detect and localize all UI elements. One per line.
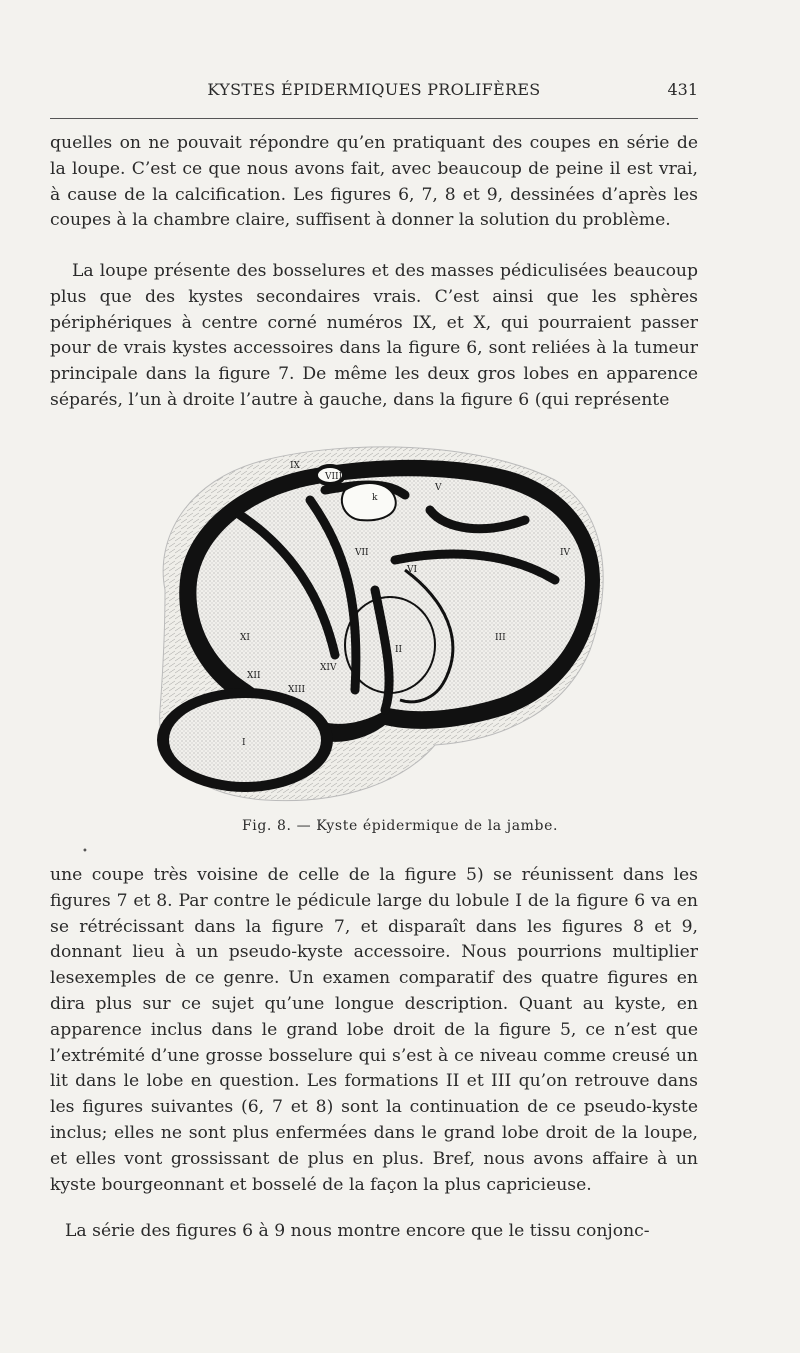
ink-speck: • — [82, 846, 88, 857]
cyst-drawing — [145, 440, 615, 808]
label-VI: VI — [407, 565, 418, 575]
label-k: k — [372, 493, 378, 503]
label-XII: XII — [247, 671, 261, 681]
running-title: KYSTES ÉPIDERMIQUES PROLIFÈRES — [207, 80, 541, 99]
label-VIII: VIII — [325, 472, 343, 482]
figure-illustration — [145, 440, 615, 808]
paragraph-4: La série des figures 6 à 9 nous montre encore que le tissu conjonc- — [65, 1221, 650, 1241]
page-number: 431 — [667, 80, 698, 99]
label-I: I — [242, 738, 246, 748]
label-VII: VII — [355, 548, 369, 558]
label-XI: XI — [240, 633, 250, 643]
label-II: II — [395, 645, 403, 655]
paragraph-2: La loupe présente des bosselures et des masses pédiculisées beaucoup plus que des kystes secondaires vrais. C’est ainsi que les sphères périphériques à centre corné numéros IX, et X, qui pourraient passer pour de vrais kystes accessoires dans la figure 6, sont reliées à la tumeur principale dans la figure 7. De même les deux gros lobes en apparence séparés, l’un à droite l’autre à gauche, dans la figure 6 (qui représente — [50, 261, 698, 410]
label-IX: IX — [290, 461, 300, 471]
paragraph-1: quelles on ne pouvait répondre qu’en pratiquant des coupes en série de la loupe. C’est ce que nous avons fait, avec beaucoup de peine il est vrai, à cause de la calcification. Les figures 6, 7, 8 et 9, dessinées d’après les coupes à la chambre claire, suffisent à donner la solution du problème. — [50, 133, 698, 231]
header-rule — [50, 118, 698, 119]
figure-caption: Fig. 8. — Kyste épidermique de la jambe. — [241, 818, 559, 834]
label-III: III — [495, 633, 506, 643]
paragraph-3: une coupe très voisine de celle de la figure 5) se réunissent dans les figures 7 et 8. Par contre le pédicule large du lobule I de la figure 6 va en se rétrécissant dans la figure 7, et disparaît dans les figures 8 et 9, donnant lieu à un pseudo-kyste accessoire. Nous pourrions multiplier lesexemples de ce genre. Un examen comparatif des quatre figures en dira plus sur ce sujet qu’une longue description. Quant au kyste, en apparence inclus dans le grand lobe droit de la figure 5, ce n’est que l’extrémité d’une grosse bosselure qui s’est à ce niveau comme creusé un lit dans le lobe en question. Les formations II et III qu’on retrouve dans les figures suivantes (6, 7 et 8) sont la continuation de ce pseudo-kyste inclus; elles ne sont plus enfermées dans le grand lobe droit de la loupe, et elles vont grossissant de plus en plus. Bref, nous avons affaire à un kyste bourgeonnant et bosselé de la façon la plus capricieuse. — [50, 865, 698, 1195]
lobe-k — [342, 483, 396, 520]
running-head — [50, 78, 698, 104]
label-V: V — [435, 483, 442, 493]
label-XIV: XIV — [320, 663, 337, 673]
label-IV: IV — [560, 548, 571, 558]
label-XIII: XIII — [288, 685, 306, 695]
